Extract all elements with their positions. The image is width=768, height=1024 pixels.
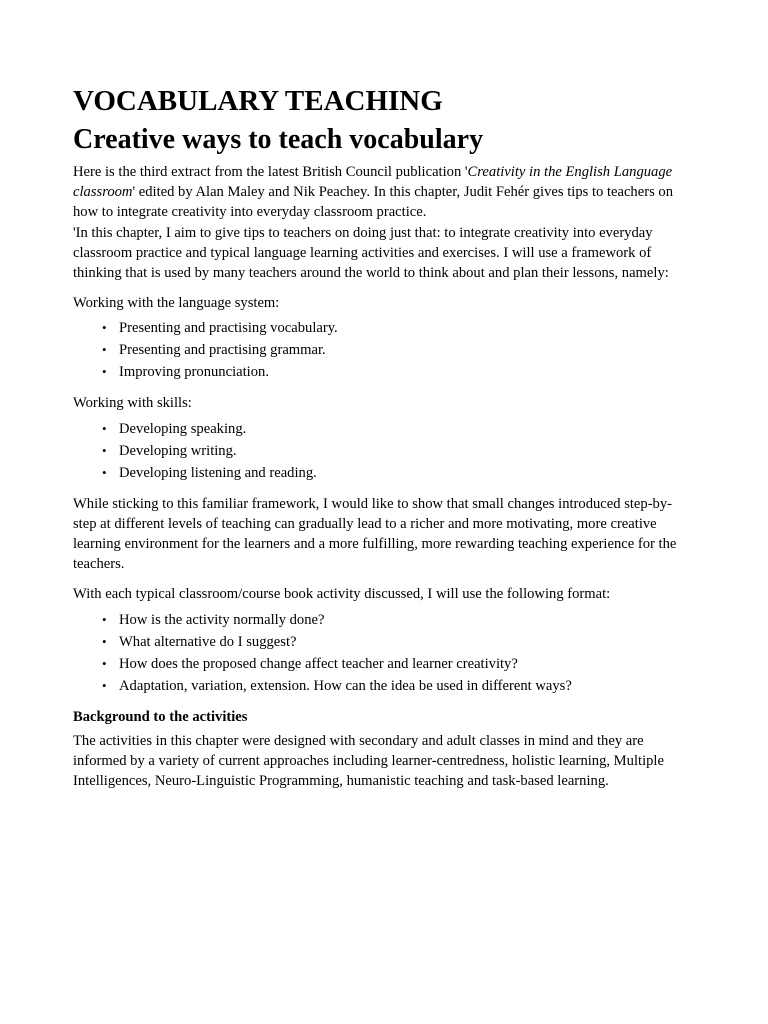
skills-list — [73, 418, 693, 484]
page-subtitle: Creative ways to teach vocabulary — [73, 124, 484, 155]
bullet-icon: • — [102, 464, 107, 480]
bullet-icon: • — [102, 442, 107, 458]
language-system-list — [73, 317, 693, 383]
bullet-icon: • — [102, 611, 107, 627]
intro-text-start: Here is the third extract from the latest British Council publication ' — [73, 164, 468, 180]
page-title: VOCABULARY TEACHING — [73, 85, 443, 117]
bullet-icon: • — [102, 342, 107, 358]
list-item: • Improving pronunciation. — [119, 361, 693, 383]
quote-paragraph: 'In this chapter, I aim to give tips to teachers on doing just that: to integrate creativity into everyday classroom practice and typical language learning activities and exercises. I will use a framework of thinking that is used by many teachers around the world to think about and plan their lessons, namely: — [73, 224, 669, 282]
document-page — [73, 82, 693, 801]
background-heading: Background to the activities — [73, 708, 248, 725]
list-item: • How does the proposed change affect teacher and learner creativity? — [119, 653, 693, 675]
bullet-icon: • — [102, 320, 107, 336]
intro-paragraph — [73, 162, 693, 223]
background-paragraph: The activities in this chapter were designed with secondary and adult classes in mind and they are informed by a variety of current approaches including learner-centredness, holistic learning, Multiple Intelligences, Neuro-Linguistic Programming, humanistic teaching and task-based learning. — [73, 732, 664, 790]
list-item: • Developing speaking. — [119, 418, 693, 440]
list-item: • Developing writing. — [119, 440, 693, 462]
bullet-icon: • — [102, 677, 107, 693]
bullet-icon: • — [102, 364, 107, 380]
list-item: • Presenting and practising grammar. — [119, 339, 693, 361]
language-system-heading: Working with the language system: — [73, 295, 280, 312]
list-item: • What alternative do I suggest? — [119, 631, 693, 653]
skills-heading: Working with skills: — [73, 395, 192, 412]
bullet-icon: • — [102, 633, 107, 649]
publication-title: Creativity in the English Language classroom — [73, 164, 673, 201]
list-item: • Presenting and practising vocabulary. — [119, 317, 693, 339]
list-item: • Developing listening and reading. — [119, 462, 693, 484]
list-item: • Adaptation, variation, extension. How can the idea be used in different ways? — [119, 675, 693, 697]
format-list — [73, 609, 693, 697]
framework-paragraph: While sticking to this familiar framework, I would like to show that small changes introduced step-by-step at different levels of teaching can gradually lead to a richer and more motivating, more creative learning environment for the learners and a more fulfilling, more rewarding teaching experience for the teachers. — [73, 495, 677, 573]
intro-text-end: ' edited by Alan Maley and Nik Peachey. In this chapter, Judit Fehér gives tips to teachers on how to integrate creativity into everyday classroom practice. — [73, 184, 673, 221]
list-item: • How is the activity normally done? — [119, 609, 693, 631]
format-heading: With each typical classroom/course book activity discussed, I will use the following format: — [73, 586, 611, 603]
bullet-icon: • — [102, 420, 107, 436]
bullet-icon: • — [102, 655, 107, 671]
